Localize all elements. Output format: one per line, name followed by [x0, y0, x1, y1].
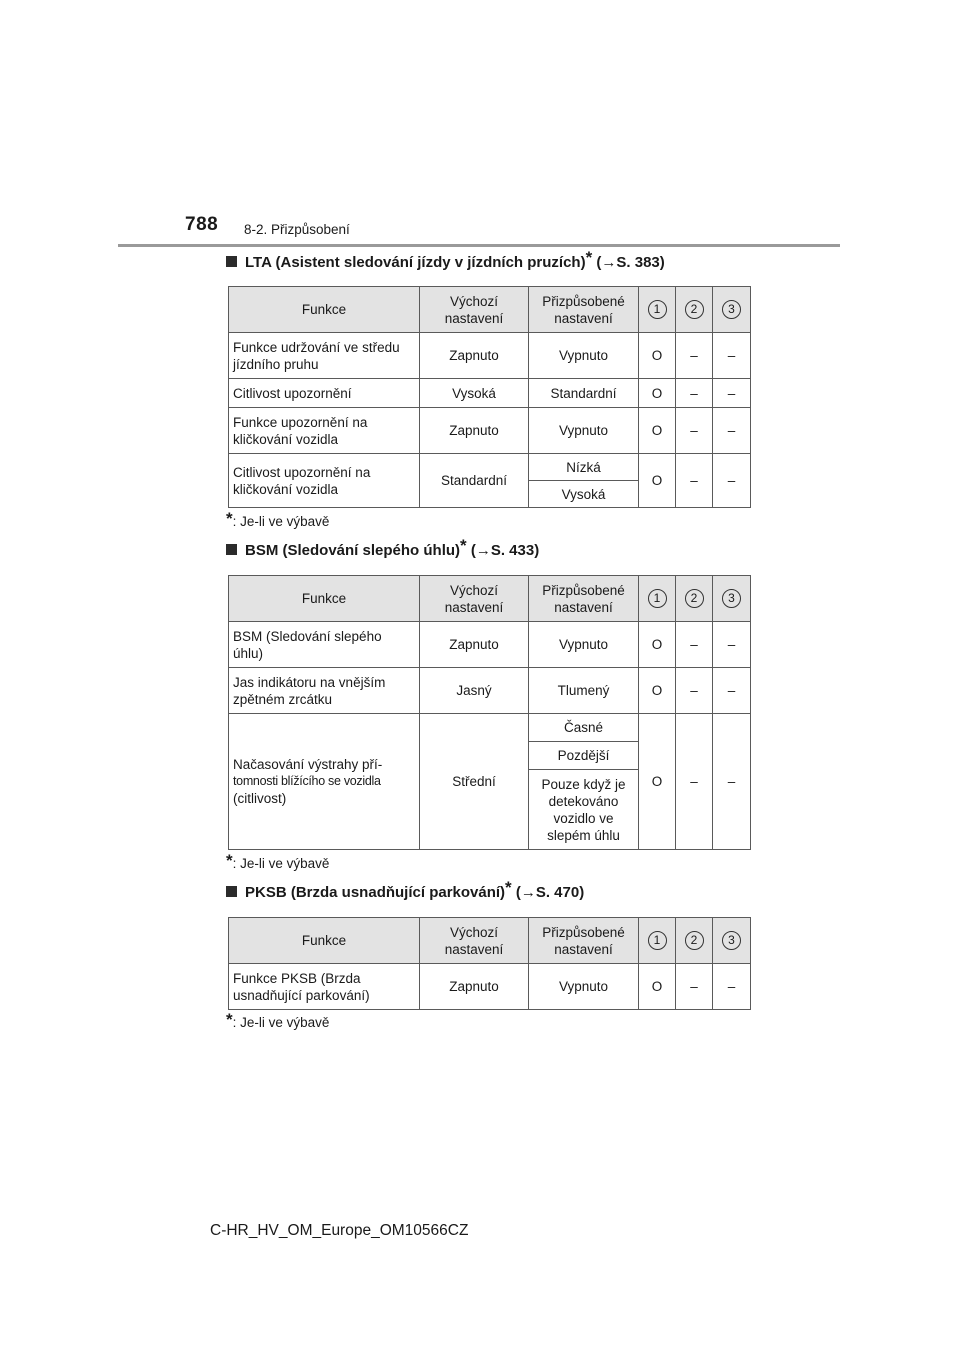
- header-divider: [118, 244, 840, 247]
- settings-table-pksb: [228, 917, 751, 1010]
- cell-funkce: Citlivost upozornění: [229, 379, 420, 408]
- square-bullet-icon: [226, 256, 237, 267]
- cell-c3: –: [713, 454, 751, 508]
- column-header-funkce: Funkce: [229, 576, 420, 622]
- table-header-row: [229, 287, 751, 333]
- column-header-vychozi: Výchozí nastavení: [420, 287, 529, 333]
- cell-prizpusobene: Tlumený: [529, 668, 639, 714]
- circled-number-icon: 2: [685, 300, 704, 319]
- page-reference: (→S. 383): [596, 254, 665, 271]
- column-header-prizpusobene: Přizpůsobené nastavení: [529, 287, 639, 333]
- footnote-star: *: [226, 509, 233, 528]
- column-header-2: [676, 287, 713, 333]
- section-heading-pksb: [226, 878, 585, 901]
- cell-funkce-line: Načasování výstrahy pří-: [233, 757, 383, 772]
- table-row: [229, 622, 751, 668]
- cell-vychozi: Zapnuto: [420, 408, 529, 454]
- cell-c1: O: [639, 454, 676, 508]
- footnote-star: *: [585, 248, 593, 267]
- cell-prizpusobene: Časné: [529, 714, 639, 742]
- footnote-star: *: [460, 536, 467, 555]
- cell-c3: –: [713, 622, 751, 668]
- cell-prizpusobene: Standardní: [529, 379, 639, 408]
- table-row: [229, 408, 751, 454]
- cell-c3: –: [713, 408, 751, 454]
- column-header-3: [713, 576, 751, 622]
- footnote-star: *: [505, 878, 512, 897]
- cell-vychozi: Jasný: [420, 668, 529, 714]
- cell-c3: –: [713, 714, 751, 850]
- column-header-3: [713, 287, 751, 333]
- table-header-row: [229, 918, 751, 964]
- cell-prizpusobene: Vypnuto: [529, 622, 639, 668]
- heading-title: PKSB (Brzda usnadňující parkování): [245, 884, 506, 901]
- document-code: C-HR_HV_OM_Europe_OM10566CZ: [210, 1222, 469, 1239]
- column-header-funkce: Funkce: [229, 287, 420, 333]
- section-heading-bsm: [226, 536, 540, 559]
- page-number: 788: [185, 214, 219, 235]
- cell-c2: –: [676, 622, 713, 668]
- column-header-vychozi: Výchozí nastavení: [420, 576, 529, 622]
- cell-funkce: Funkce PKSB (Brzda usnadňující parkování): [229, 964, 420, 1010]
- cell-funkce: [229, 714, 420, 850]
- cell-c2: –: [676, 714, 713, 850]
- cell-vychozi: Standardní: [420, 454, 529, 508]
- cell-c1: O: [639, 622, 676, 668]
- cell-c1: O: [639, 379, 676, 408]
- square-bullet-icon: [226, 544, 237, 555]
- cell-vychozi: Vysoká: [420, 379, 529, 408]
- cell-prizpusobene: Vypnuto: [529, 408, 639, 454]
- table-row: [229, 714, 751, 742]
- cell-prizpusobene: Vypnuto: [529, 333, 639, 379]
- cell-c3: –: [713, 668, 751, 714]
- column-header-funkce: Funkce: [229, 918, 420, 964]
- cell-funkce-line: (citlivost): [233, 791, 287, 806]
- circled-number-icon: 2: [685, 589, 704, 608]
- heading-title: LTA (Asistent sledování jízdy v jízdních pruzích): [245, 254, 586, 271]
- section-label: 8-2. Přizpůsobení: [244, 222, 350, 237]
- footnote-star: *: [226, 1010, 233, 1029]
- column-header-1: [639, 287, 676, 333]
- cell-vychozi: Střední: [420, 714, 529, 850]
- column-header-1: [639, 918, 676, 964]
- circled-number-icon: 3: [722, 300, 741, 319]
- footnote-text: : Je-li ve výbavě: [232, 856, 330, 871]
- cell-c1: O: [639, 333, 676, 379]
- footnote-text: : Je-li ve výbavě: [232, 1015, 330, 1030]
- column-header-prizpusobene: Přizpůsobené nastavení: [529, 918, 639, 964]
- cell-vychozi: Zapnuto: [420, 964, 529, 1010]
- cell-c2: –: [676, 668, 713, 714]
- column-header-2: [676, 576, 713, 622]
- section-heading-lta: [226, 248, 665, 271]
- page-reference: (→S. 433): [470, 542, 540, 559]
- cell-c2: –: [676, 379, 713, 408]
- cell-c2: –: [676, 964, 713, 1010]
- cell-funkce: Funkce upozornění na kličkování vozidla: [229, 408, 420, 454]
- column-header-1: [639, 576, 676, 622]
- circled-number-icon: 1: [648, 931, 667, 950]
- circled-number-icon: 3: [722, 931, 741, 950]
- table-row: [229, 668, 751, 714]
- cell-c3: –: [713, 964, 751, 1010]
- cell-funkce: Funkce udržování ve středu jízdního pruhu: [229, 333, 420, 379]
- table-row: [229, 379, 751, 408]
- column-header-3: [713, 918, 751, 964]
- footnote-lta: [226, 509, 330, 529]
- circled-number-icon: 3: [722, 589, 741, 608]
- column-header-vychozi: Výchozí nastavení: [420, 918, 529, 964]
- heading-title: BSM (Sledování slepého úhlu): [245, 542, 461, 559]
- cell-prizpusobene: Pouze když je detekováno vozidlo ve slepém úhlu: [529, 770, 639, 850]
- cell-c2: –: [676, 333, 713, 379]
- cell-prizpusobene: Nízká: [529, 454, 639, 481]
- cell-funkce: BSM (Sledování slepého úhlu): [229, 622, 420, 668]
- footnote-text: : Je-li ve výbavě: [232, 514, 330, 529]
- cell-c3: –: [713, 379, 751, 408]
- footnote-pksb: [226, 1010, 330, 1030]
- cell-c1: O: [639, 714, 676, 850]
- cell-prizpusobene: Vypnuto: [529, 964, 639, 1010]
- cell-prizpusobene: Vysoká: [529, 481, 639, 508]
- cell-vychozi: Zapnuto: [420, 333, 529, 379]
- settings-table-lta: [228, 286, 751, 508]
- circled-number-icon: 1: [648, 300, 667, 319]
- cell-funkce-line: tomnosti blížícího se vozidla: [233, 774, 381, 788]
- cell-c3: –: [713, 333, 751, 379]
- footnote-star: *: [226, 851, 233, 870]
- table-row: [229, 964, 751, 1010]
- footnote-bsm: [226, 851, 330, 871]
- circled-number-icon: 2: [685, 931, 704, 950]
- column-header-prizpusobene: Přizpůsobené nastavení: [529, 576, 639, 622]
- cell-c1: O: [639, 408, 676, 454]
- cell-prizpusobene: Pozdější: [529, 742, 639, 770]
- cell-vychozi: Zapnuto: [420, 622, 529, 668]
- page-reference: (→S. 470): [515, 884, 585, 901]
- cell-c1: O: [639, 964, 676, 1010]
- table-row: [229, 333, 751, 379]
- cell-funkce: Citlivost upozornění na kličkování vozidla: [229, 454, 420, 508]
- cell-c2: –: [676, 408, 713, 454]
- cell-funkce: Jas indikátoru na vnějším zpětném zrcátku: [229, 668, 420, 714]
- column-header-2: [676, 918, 713, 964]
- cell-c2: –: [676, 454, 713, 508]
- settings-table-bsm: [228, 575, 751, 850]
- circled-number-icon: 1: [648, 589, 667, 608]
- table-row: [229, 454, 751, 481]
- cell-c1: O: [639, 668, 676, 714]
- table-header-row: [229, 576, 751, 622]
- square-bullet-icon: [226, 886, 237, 897]
